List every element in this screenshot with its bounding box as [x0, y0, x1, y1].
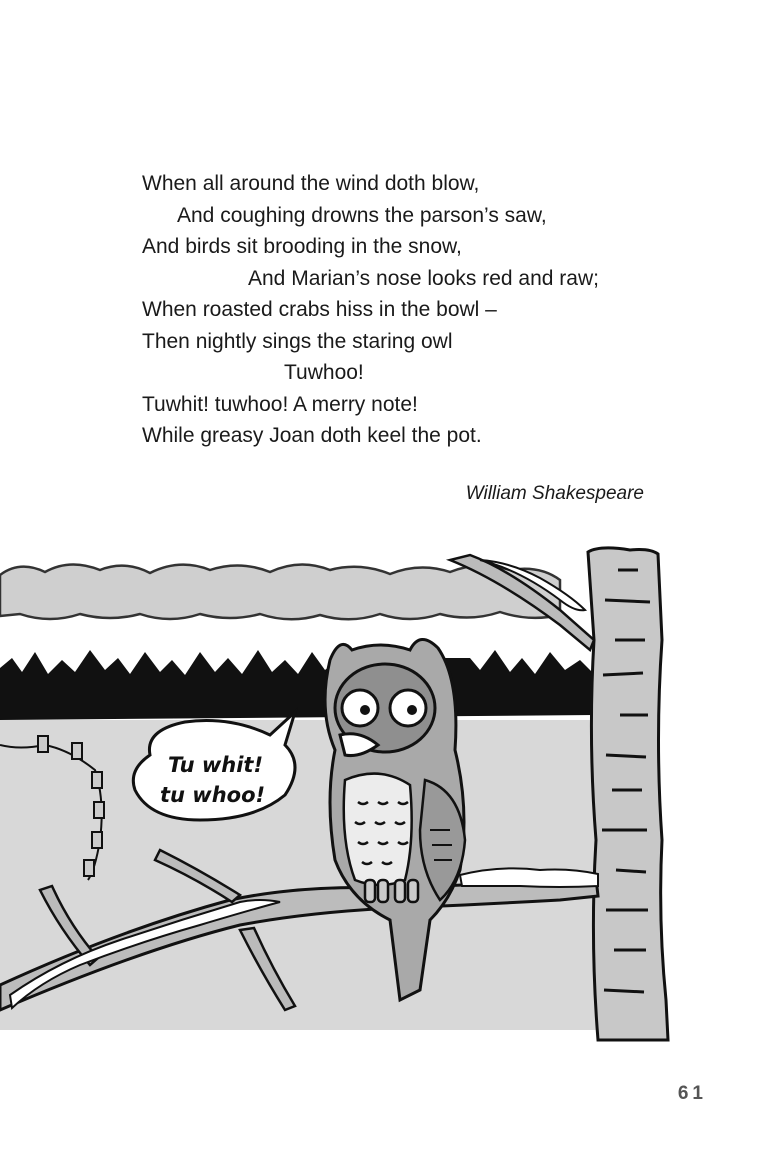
owl-illustration — [0, 540, 762, 1060]
poem-line-7: Tuwhoo! — [284, 361, 364, 384]
poem-line-3: And birds sit brooding in the snow, — [142, 235, 462, 258]
speech-bubble-line-1: Tu whit! — [168, 753, 264, 777]
poem-line-8: Tuwhit! tuwhoo! A merry note! — [142, 392, 418, 416]
poem — [142, 168, 599, 452]
branch-snow-right — [460, 868, 598, 887]
speech-bubble-line-2: tu whoo! — [160, 783, 266, 807]
poem-line-1: When all around the wind doth blow, — [142, 172, 480, 195]
poem-line-6: Then nightly sings the staring owl — [142, 329, 453, 353]
page-number: 61 — [677, 1083, 707, 1104]
poem-line-2: And coughing drowns the parson’s saw, — [177, 203, 547, 227]
birch-trunk — [588, 548, 668, 1040]
poem-line-5: When roasted crabs hiss in the bowl – — [142, 298, 497, 321]
poem-line-9: While greasy Joan doth keel the pot. — [142, 424, 482, 447]
poem-line-4: And Marian’s nose looks red and raw; — [248, 266, 599, 290]
poem-author: William Shakespeare — [465, 483, 644, 504]
